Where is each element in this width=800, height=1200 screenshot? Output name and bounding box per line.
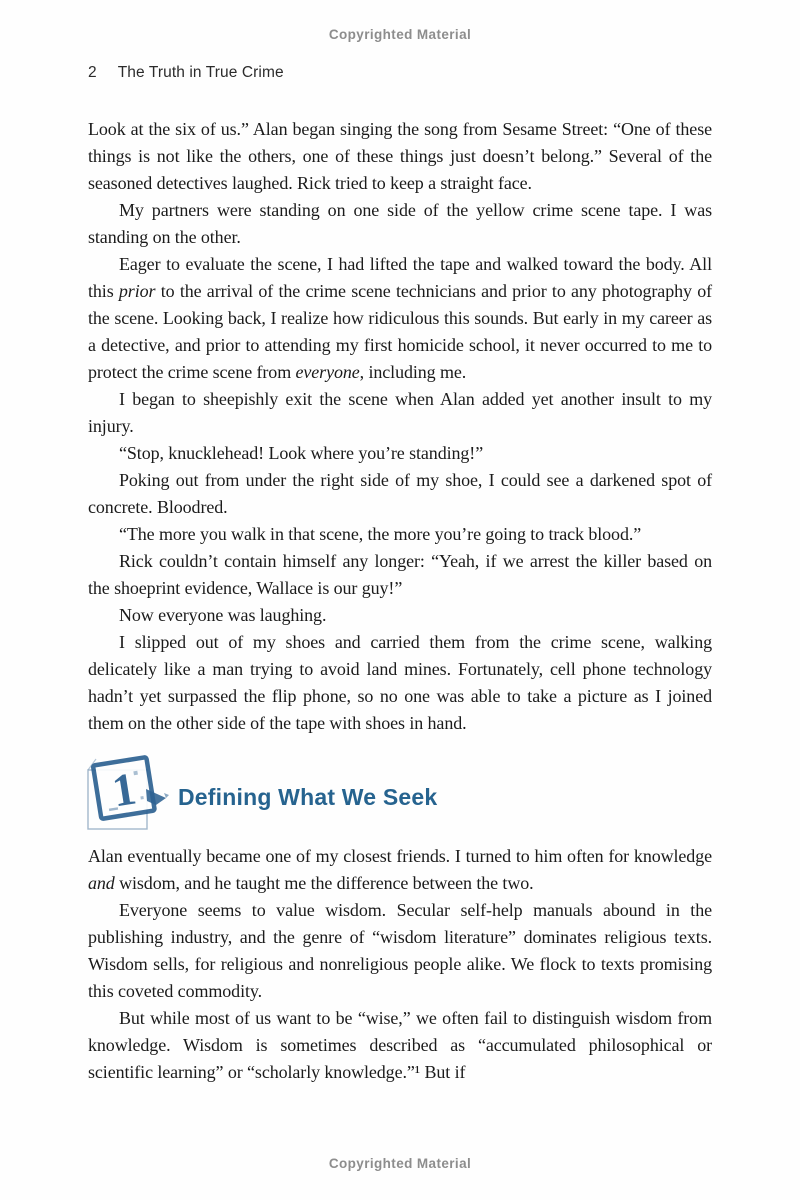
section-title: Defining What We Seek xyxy=(178,783,438,810)
copyright-notice-bottom: Copyrighted Material xyxy=(328,1156,472,1171)
paragraph: I slipped out of my shoes and carried them from the crime scene, walking delicately like a man trying to avoid land mines. Fortunately, cell phone technology hadn’t yet surpassed the flip phone, so no one was able to take a picture as I joined them on the other side of the tape with shoes in hand. xyxy=(88,632,712,733)
marker-number: 1 xyxy=(108,762,140,817)
paragraph: Eager to evaluate the scene, I had lifted the tape and walked toward the body. All this prior to the arrival of the crime scene technicians and prior to any photography of the scene. Looking back, I realize how ridiculous this sounds. But early in my career as a detective, and prior to attending my first homicide school, it never occurred to me to protect the crime scene from everyone, including me. xyxy=(88,254,712,382)
page-number: 2 xyxy=(88,64,97,81)
paragraph: But while most of us want to be “wise,” we often fail to distinguish wisdom from knowledge. Wisdom is sometimes described as “accumulated philosophical or scientific learning” or “scholarly knowledge.”¹ But if xyxy=(88,1008,712,1082)
paragraph: “The more you walk in that scene, the more you’re going to track blood.” xyxy=(119,524,642,544)
paragraph: Everyone seems to value wisdom. Secular self-help manuals abound in the publishing industry, and the genre of “wisdom literature” dominates religious texts. Wisdom sells, for religious and nonreligious people alike. We flock to texts promising this coveted commodity. xyxy=(88,900,712,1001)
evidence-marker-icon xyxy=(84,749,172,835)
paragraph: I began to sheepishly exit the scene when Alan added yet another insult to my injury. xyxy=(88,389,712,436)
paragraph: Rick couldn’t contain himself any longer: “Yeah, if we arrest the killer based on the shoeprint evidence, Wallace is our guy!” xyxy=(88,551,712,598)
page-body xyxy=(88,116,712,1086)
paragraph: Look at the six of us.” Alan began singing the song from Sesame Street: “One of these things is not like the others, one of these things just doesn’t belong.” Several of the seasoned detectives laughed. Rick tried to keep a straight face. xyxy=(88,119,712,193)
copyright-notice-top: Copyrighted Material xyxy=(328,27,472,42)
paragraph: Poking out from under the right side of my shoe, I could see a darkened spot of concrete. Bloodred. xyxy=(88,470,712,517)
paragraph: Now everyone was laughing. xyxy=(119,605,327,625)
running-header xyxy=(88,64,284,82)
paragraph: Alan eventually became one of my closest friends. I turned to him often for knowledge and wisdom, and he taught me the difference between the two. xyxy=(88,846,712,893)
book-title: The Truth in True Crime xyxy=(117,64,284,81)
chapter-section-heading xyxy=(88,749,712,835)
body-text-top xyxy=(88,116,712,737)
paragraph: My partners were standing on one side of the yellow crime scene tape. I was standing on the other. xyxy=(88,200,712,247)
body-text-bottom xyxy=(88,843,712,1086)
paragraph: “Stop, knucklehead! Look where you’re standing!” xyxy=(119,443,484,463)
